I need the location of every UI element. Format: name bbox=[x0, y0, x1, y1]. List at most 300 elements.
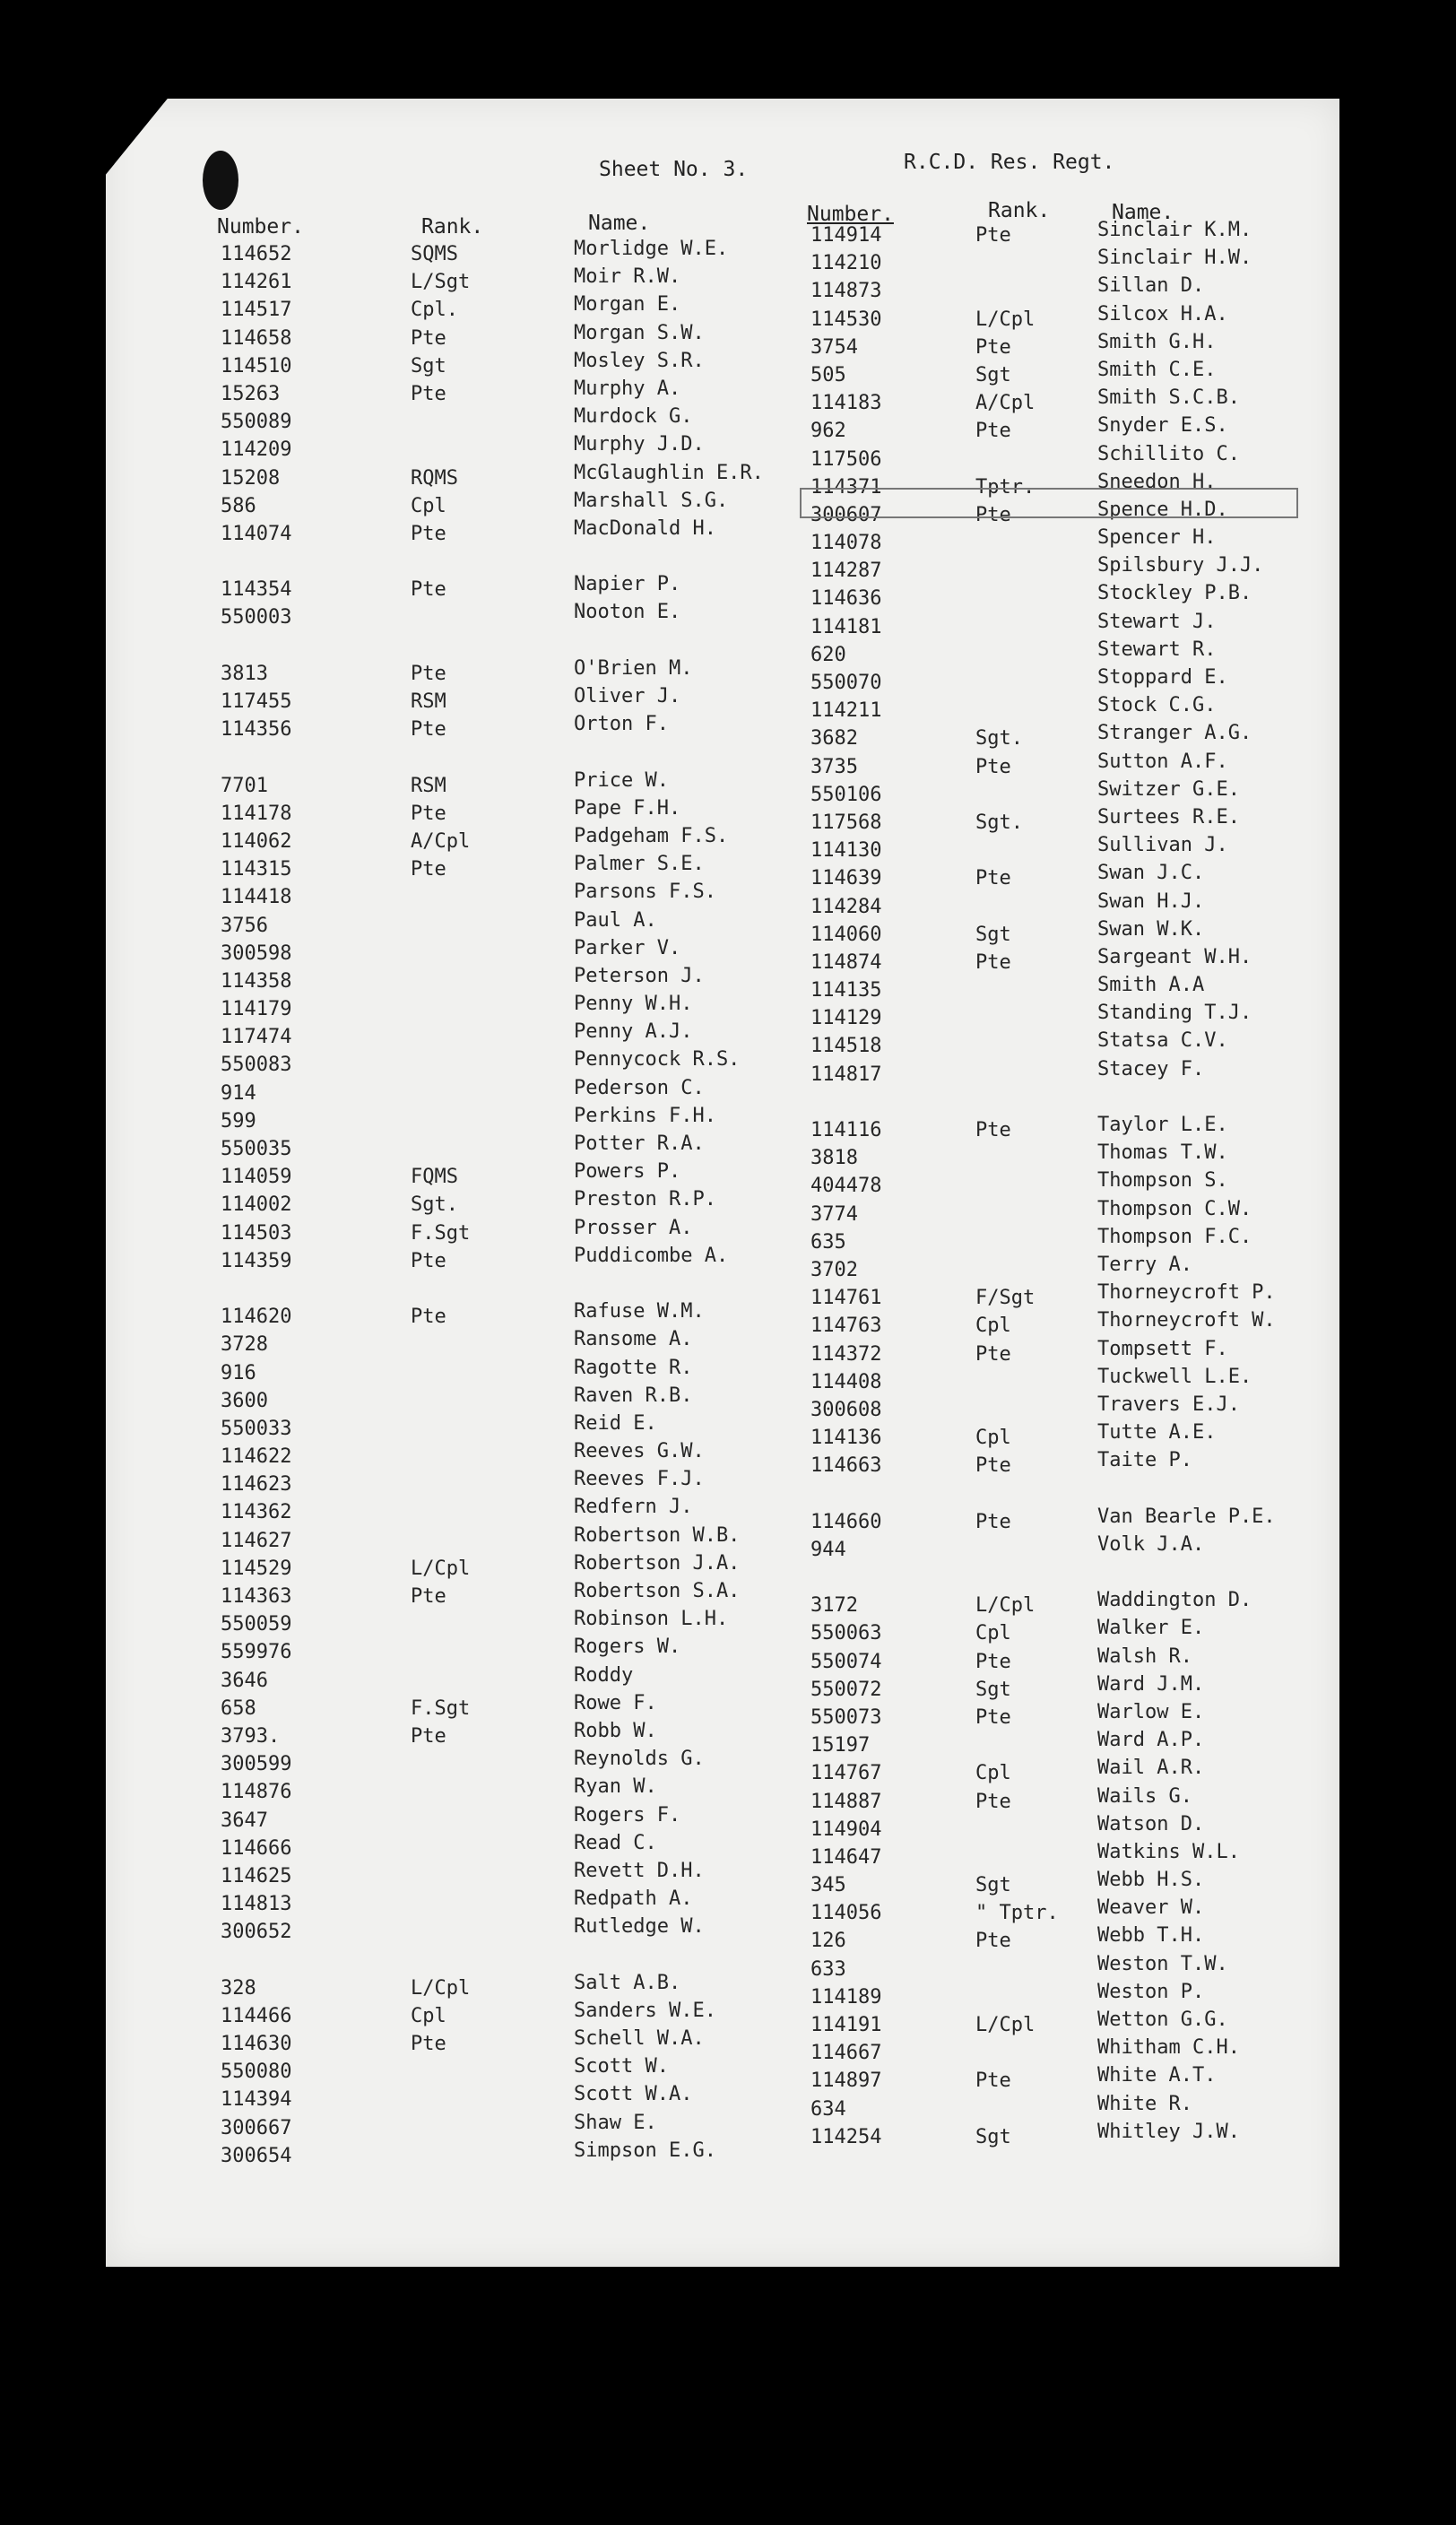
roster-number: 114002 bbox=[221, 1193, 292, 1217]
regiment-title: R.C.D. Res. Regt. bbox=[904, 151, 1115, 174]
roster-number: 550035 bbox=[221, 1138, 292, 1160]
roster-rank bbox=[411, 548, 470, 576]
roster-number: 114363 bbox=[221, 1585, 292, 1608]
roster-name: McGlaughlin E.R. bbox=[574, 461, 764, 484]
roster-rank bbox=[411, 1275, 470, 1303]
roster-rank: Pte bbox=[975, 1930, 1011, 1953]
roster-rank bbox=[411, 1080, 470, 1107]
roster-name: Murphy A. bbox=[574, 377, 681, 400]
roster-rank: Sgt bbox=[975, 1678, 1011, 1701]
roster-name: Thomas T.W. bbox=[1097, 1141, 1228, 1165]
roster-rank bbox=[411, 436, 470, 464]
roster-name: Stranger A.G. bbox=[1097, 722, 1252, 745]
roster-name: Weaver W. bbox=[1097, 1896, 1205, 1920]
roster-name: White A.T. bbox=[1097, 2064, 1217, 2087]
roster-number: 550080 bbox=[221, 2061, 292, 2084]
roster-rank bbox=[411, 1331, 470, 1358]
roster-number: 3702 bbox=[810, 1258, 858, 1281]
roster-name: Rowe F. bbox=[574, 1691, 657, 1714]
roster-rank bbox=[411, 1890, 470, 1918]
roster-number: 300654 bbox=[221, 2144, 292, 2167]
roster-rank: " Tptr. bbox=[975, 1902, 1059, 1925]
punch-hole bbox=[203, 151, 238, 210]
roster-number bbox=[810, 1479, 881, 1507]
roster-rank: Sgt. bbox=[411, 1193, 458, 1217]
roster-number: 7701 bbox=[221, 774, 268, 797]
roster-rank: Sgt bbox=[975, 363, 1011, 386]
roster-name: Robertson J.A. bbox=[574, 1551, 741, 1575]
roster-name: Thorneycroft W. bbox=[1097, 1309, 1276, 1332]
roster-rank bbox=[411, 1023, 470, 1051]
roster-name: Swan J.C. bbox=[1097, 862, 1205, 885]
roster-rank: Pte bbox=[411, 522, 446, 545]
right-number-header: Number. bbox=[807, 203, 894, 226]
roster-number bbox=[221, 743, 291, 771]
roster-number: 404478 bbox=[810, 1175, 882, 1198]
roster-name: Morgan E. bbox=[574, 293, 681, 317]
roster-rank: Pte bbox=[975, 1342, 1011, 1366]
roster-rank: RSM bbox=[411, 690, 446, 713]
roster-number: 114652 bbox=[221, 243, 292, 265]
roster-number: 114418 bbox=[221, 886, 292, 909]
roster-name: Price W. bbox=[574, 768, 669, 792]
roster-name: Statsa C.V. bbox=[1097, 1029, 1228, 1053]
roster-name: Padgeham F.S. bbox=[574, 824, 729, 847]
roster-number: 300608 bbox=[810, 1398, 882, 1421]
roster-rank bbox=[411, 1750, 470, 1778]
roster-rank: Pte bbox=[411, 2033, 446, 2055]
roster-rank bbox=[411, 743, 470, 771]
roster-number: 114130 bbox=[810, 839, 882, 863]
roster-rank: Pte bbox=[975, 950, 1011, 974]
roster-number: 117455 bbox=[221, 690, 292, 713]
roster-name: Travers E.J. bbox=[1097, 1393, 1240, 1416]
roster-number: 3600 bbox=[221, 1389, 268, 1412]
roster-rank: Pte bbox=[975, 1454, 1011, 1478]
roster-name: Tompsett F. bbox=[1097, 1337, 1228, 1360]
roster-name: Weston T.W. bbox=[1097, 1952, 1228, 1975]
roster-name: Palmer S.E. bbox=[574, 853, 705, 876]
roster-rank bbox=[975, 2095, 1059, 2123]
roster-name: Spencer H. bbox=[1097, 526, 1217, 550]
roster-number: 114666 bbox=[221, 1836, 292, 1860]
roster-number: 114914 bbox=[810, 224, 882, 247]
roster-rank: F.Sgt bbox=[411, 1221, 471, 1245]
roster-rank bbox=[411, 2114, 470, 2142]
roster-number: 114371 bbox=[810, 475, 882, 499]
roster-name: Robb W. bbox=[574, 1719, 657, 1742]
roster-rank: Pte bbox=[975, 2069, 1011, 2093]
roster-rank bbox=[411, 1638, 470, 1666]
roster-number bbox=[221, 632, 291, 660]
roster-number: 114062 bbox=[221, 829, 292, 853]
roster-name: Rogers W. bbox=[574, 1636, 681, 1659]
roster-number: 114356 bbox=[221, 718, 292, 742]
roster-name: Reeves G.W. bbox=[574, 1440, 705, 1463]
roster-rank: RSM bbox=[411, 774, 446, 797]
roster-name: Potter R.A. bbox=[574, 1132, 705, 1155]
roster-name: Standing T.J. bbox=[1097, 1002, 1252, 1025]
roster-rank bbox=[411, 883, 470, 911]
roster-name: Smith A.A bbox=[1097, 974, 1205, 997]
roster-name: Rogers F. bbox=[574, 1803, 681, 1827]
roster-rank bbox=[975, 669, 1059, 697]
roster-name: Redpath A. bbox=[574, 1887, 693, 1911]
roster-rank: Pte bbox=[411, 718, 446, 742]
roster-rank bbox=[411, 912, 470, 940]
roster-name: Stewart R. bbox=[1097, 638, 1217, 661]
roster-number: 3793. bbox=[221, 1724, 281, 1748]
roster-name: Rutledge W. bbox=[574, 1915, 705, 1939]
roster-rank: RQMS bbox=[411, 466, 458, 490]
roster-name: Prosser A. bbox=[574, 1216, 693, 1239]
roster-name: Perkins F.H. bbox=[574, 1104, 716, 1127]
roster-rank bbox=[975, 1256, 1059, 1284]
roster-rank: Tptr. bbox=[975, 475, 1036, 499]
roster-number: 114623 bbox=[221, 1473, 292, 1497]
roster-rank bbox=[975, 613, 1059, 641]
roster-number: 15197 bbox=[810, 1734, 871, 1757]
roster-name: Surtees R.E. bbox=[1097, 805, 1240, 829]
roster-number: 15208 bbox=[221, 466, 281, 490]
roster-number: 114116 bbox=[810, 1119, 882, 1141]
roster-name: Walker E. bbox=[1097, 1617, 1205, 1640]
roster-name: Redfern J. bbox=[574, 1496, 693, 1519]
roster-rank bbox=[975, 2039, 1059, 2067]
roster-rank bbox=[975, 1368, 1059, 1396]
roster-rank: A/Cpl bbox=[411, 829, 471, 853]
roster-name: Napier P. bbox=[574, 573, 681, 596]
roster-number: 300599 bbox=[221, 1753, 292, 1776]
roster-number: 114503 bbox=[221, 1221, 292, 1245]
roster-name: Revett D.H. bbox=[574, 1859, 705, 1882]
roster-number: 114359 bbox=[221, 1249, 292, 1272]
roster-rank: Pte bbox=[411, 578, 446, 602]
roster-number: 114287 bbox=[810, 560, 882, 583]
roster-name: Sneedon H. bbox=[1097, 470, 1217, 493]
roster-rank: F.Sgt bbox=[411, 1696, 471, 1720]
roster-name: Spilsbury J.J. bbox=[1097, 554, 1264, 577]
roster-name: Pennycock R.S. bbox=[574, 1048, 741, 1072]
roster-rank: Pte bbox=[411, 1249, 446, 1272]
roster-rank bbox=[411, 1862, 470, 1890]
left-name-header: Name. bbox=[588, 212, 651, 235]
roster-number: 300598 bbox=[221, 941, 292, 965]
roster-number: 114636 bbox=[810, 587, 882, 611]
roster-number: 550106 bbox=[810, 783, 882, 806]
roster-number: 114761 bbox=[810, 1287, 882, 1310]
roster-rank: Sgt bbox=[975, 923, 1011, 946]
roster-rank: L/Sgt bbox=[411, 271, 471, 294]
roster-name: Murphy J.D. bbox=[574, 433, 705, 456]
roster-name: Wail A.R. bbox=[1097, 1757, 1205, 1780]
roster-number: 586 bbox=[221, 494, 256, 517]
roster-number: 114660 bbox=[810, 1510, 882, 1533]
roster-rank bbox=[975, 1956, 1059, 1983]
roster-number: 114625 bbox=[221, 1864, 292, 1887]
roster-name: Salt A.B. bbox=[574, 1971, 681, 1994]
roster-name: Oliver J. bbox=[574, 685, 681, 707]
roster-name: Warlow E. bbox=[1097, 1700, 1205, 1723]
roster-rank: Pte bbox=[975, 1705, 1011, 1729]
roster-name: Morgan S.W. bbox=[574, 321, 705, 344]
roster-name: Snyder E.S. bbox=[1097, 414, 1228, 438]
roster-number: 114189 bbox=[810, 1985, 882, 2009]
roster-name: Reid E. bbox=[574, 1411, 657, 1435]
roster-rank: Pte bbox=[411, 1306, 446, 1329]
roster-number bbox=[221, 1946, 291, 1974]
roster-name: Scott W.A. bbox=[574, 2083, 693, 2106]
roster-number: 962 bbox=[810, 420, 846, 443]
roster-number: 114630 bbox=[221, 2033, 292, 2055]
roster-name: O'Brien M. bbox=[574, 656, 693, 680]
roster-name: Rafuse W.M. bbox=[574, 1300, 705, 1323]
roster-number: 114663 bbox=[810, 1454, 882, 1478]
roster-number: 114179 bbox=[221, 998, 292, 1021]
roster-rank: Pte bbox=[975, 867, 1011, 890]
roster-number: 114183 bbox=[810, 392, 882, 415]
roster-rank: Pte bbox=[411, 1724, 446, 1748]
roster-name: Reynolds G. bbox=[574, 1748, 705, 1771]
roster-number: 114315 bbox=[221, 858, 292, 881]
roster-number: 3756 bbox=[221, 914, 268, 937]
roster-number: 634 bbox=[810, 2097, 846, 2121]
roster-rank bbox=[975, 1396, 1059, 1424]
roster-number: 114873 bbox=[810, 280, 882, 303]
roster-rank: L/Cpl bbox=[975, 1594, 1036, 1618]
roster-rank bbox=[411, 1051, 470, 1079]
roster-number: 550070 bbox=[810, 672, 882, 694]
roster-rank bbox=[411, 603, 470, 631]
roster-number: 3774 bbox=[810, 1202, 858, 1226]
roster-name: Walsh R. bbox=[1097, 1644, 1192, 1668]
roster-number: 114897 bbox=[810, 2069, 882, 2093]
roster-rank bbox=[975, 446, 1059, 473]
roster-number: 3818 bbox=[810, 1147, 858, 1170]
roster-number: 114658 bbox=[221, 326, 292, 350]
roster-number: 114181 bbox=[810, 615, 882, 638]
roster-number: 550033 bbox=[221, 1417, 292, 1440]
roster-rank: Pte bbox=[975, 1650, 1011, 1673]
roster-number: 114136 bbox=[810, 1427, 882, 1450]
roster-name: Ward A.P. bbox=[1097, 1729, 1205, 1752]
roster-name: Moir R.W. bbox=[574, 265, 681, 289]
roster-name: Sinclair H.W. bbox=[1097, 247, 1252, 270]
roster-number: 114639 bbox=[810, 867, 882, 890]
roster-rank bbox=[411, 2086, 470, 2113]
roster-number: 15263 bbox=[221, 382, 281, 405]
roster-rank bbox=[411, 1527, 470, 1555]
roster-rank bbox=[975, 1032, 1059, 1060]
roster-rank bbox=[975, 893, 1059, 921]
roster-name: Powers P. bbox=[574, 1160, 681, 1184]
roster-rank bbox=[411, 940, 470, 967]
roster-name: Orton F. bbox=[574, 713, 669, 736]
roster-number: 114059 bbox=[221, 1166, 292, 1189]
roster-number: 114622 bbox=[221, 1445, 292, 1469]
roster-rank bbox=[411, 2058, 470, 2086]
roster-name: Puddicombe A. bbox=[574, 1244, 729, 1267]
roster-name: Swan W.K. bbox=[1097, 917, 1205, 941]
roster-number: 550083 bbox=[221, 1054, 292, 1077]
roster-name: Stockley P.B. bbox=[1097, 582, 1252, 605]
roster-rank: Sgt. bbox=[975, 811, 1023, 834]
roster-name: Penny W.H. bbox=[574, 993, 693, 1016]
roster-rank: Pte bbox=[975, 1119, 1011, 1141]
roster-rank bbox=[975, 277, 1059, 305]
roster-number: 914 bbox=[221, 1081, 256, 1105]
roster-rank bbox=[411, 1443, 470, 1471]
roster-number: 550063 bbox=[810, 1622, 882, 1645]
roster-rank bbox=[975, 1201, 1059, 1228]
roster-rank bbox=[975, 529, 1059, 557]
roster-rank bbox=[411, 1946, 470, 1974]
roster-name: Schillito C. bbox=[1097, 442, 1240, 465]
roster-number: 114813 bbox=[221, 1893, 292, 1916]
roster-number: 3682 bbox=[810, 727, 858, 751]
roster-number: 114372 bbox=[810, 1342, 882, 1366]
roster-name: Whitley J.W. bbox=[1097, 2120, 1240, 2143]
roster-number: 114767 bbox=[810, 1762, 882, 1785]
right-rank-header: Rank. bbox=[988, 199, 1051, 222]
roster-name: Murdock G. bbox=[574, 405, 693, 429]
roster-name: Stock C.G. bbox=[1097, 694, 1217, 717]
roster-number: 559976 bbox=[221, 1641, 292, 1664]
roster-name: Penny A.J. bbox=[574, 1020, 693, 1044]
roster-name: Whitham C.H. bbox=[1097, 2036, 1240, 2060]
roster-rank: Cpl bbox=[975, 1622, 1011, 1645]
roster-rank bbox=[411, 1807, 470, 1835]
roster-number: 114254 bbox=[810, 2125, 882, 2148]
roster-number bbox=[221, 1275, 291, 1303]
roster-name bbox=[1097, 1558, 1276, 1586]
roster-rank: Cpl bbox=[411, 494, 446, 517]
roster-rank: Cpl. bbox=[411, 299, 458, 322]
roster-number: 114874 bbox=[810, 950, 882, 974]
roster-name: Schell W.A. bbox=[574, 2027, 705, 2050]
roster-rank: Sgt bbox=[975, 2125, 1011, 2148]
roster-rank bbox=[975, 585, 1059, 612]
roster-rank: Pte bbox=[975, 1510, 1011, 1533]
roster-name: Thompson S. bbox=[1097, 1169, 1228, 1193]
roster-rank bbox=[411, 1415, 470, 1443]
roster-name: Mosley S.R. bbox=[574, 349, 705, 372]
roster-number: 550059 bbox=[221, 1613, 292, 1636]
boxed-entry-marker bbox=[800, 488, 1298, 518]
roster-rank bbox=[411, 995, 470, 1023]
roster-rank: Cpl bbox=[411, 2004, 446, 2027]
roster-name: Switzer G.E. bbox=[1097, 777, 1240, 801]
roster-rank bbox=[975, 697, 1059, 725]
roster-name bbox=[1097, 1474, 1276, 1502]
roster-name: Webb H.S. bbox=[1097, 1869, 1205, 1892]
roster-number: 114060 bbox=[810, 923, 882, 946]
roster-rank bbox=[411, 632, 470, 660]
roster-name: Spence H.D. bbox=[1097, 498, 1228, 521]
roster-number: 114510 bbox=[221, 354, 292, 377]
roster-number: 114517 bbox=[221, 299, 292, 322]
roster-number: 114056 bbox=[810, 1902, 882, 1925]
roster-rank bbox=[975, 1479, 1059, 1507]
roster-name: Thompson C.W. bbox=[1097, 1197, 1252, 1220]
roster-rank: L/Cpl bbox=[975, 308, 1036, 331]
roster-number: 114362 bbox=[221, 1501, 292, 1524]
roster-rank: Cpl bbox=[975, 1427, 1011, 1450]
roster-rank: Cpl bbox=[975, 1315, 1011, 1338]
roster-number: 3728 bbox=[221, 1333, 268, 1357]
roster-name: Sargeant W.H. bbox=[1097, 945, 1252, 968]
roster-rank: Pte bbox=[975, 335, 1011, 359]
roster-name: Swan H.J. bbox=[1097, 889, 1205, 913]
roster-rank bbox=[411, 1835, 470, 1862]
roster-name: Wails G. bbox=[1097, 1784, 1192, 1808]
roster-number: 3754 bbox=[810, 335, 858, 359]
roster-name: Sinclair K.M. bbox=[1097, 219, 1252, 241]
roster-rank bbox=[975, 1844, 1059, 1871]
roster-name: Smith S.C.B. bbox=[1097, 386, 1240, 410]
right-name-header: Name. bbox=[1112, 201, 1174, 224]
roster-rank: Sgt bbox=[975, 1874, 1011, 1897]
roster-rank bbox=[411, 1107, 470, 1135]
roster-name bbox=[574, 1940, 764, 1968]
roster-number: 114887 bbox=[810, 1790, 882, 1813]
roster-rank: Pte bbox=[411, 1585, 446, 1608]
roster-rank: L/Cpl bbox=[975, 2014, 1036, 2036]
roster-name: Robinson L.H. bbox=[574, 1608, 729, 1631]
roster-name: White R. bbox=[1097, 2092, 1192, 2115]
roster-name: Morlidge W.E. bbox=[574, 238, 729, 260]
sheet-number: Sheet No. 3. bbox=[599, 158, 749, 181]
roster-name: Peterson J. bbox=[574, 964, 705, 987]
roster-name: Weston P. bbox=[1097, 1980, 1205, 2003]
roster-number: 3646 bbox=[221, 1669, 268, 1692]
roster-name: Smith G.H. bbox=[1097, 330, 1217, 353]
roster-number: 3172 bbox=[810, 1594, 858, 1618]
roster-name: Taylor L.E. bbox=[1097, 1114, 1228, 1136]
roster-name: Roddy bbox=[574, 1663, 634, 1687]
roster-number: 114627 bbox=[221, 1529, 292, 1552]
roster-number: 300667 bbox=[221, 2116, 292, 2139]
roster-number: 114408 bbox=[810, 1370, 882, 1393]
roster-rank: Pte bbox=[975, 503, 1011, 526]
roster-number: 114129 bbox=[810, 1007, 882, 1030]
roster-name: Thorneycroft P. bbox=[1097, 1281, 1276, 1305]
roster-rank bbox=[411, 1918, 470, 1946]
roster-name: Parsons F.S. bbox=[574, 881, 716, 904]
roster-rank bbox=[411, 408, 470, 436]
roster-rank: A/Cpl bbox=[975, 392, 1036, 415]
roster-name: Sullivan J. bbox=[1097, 834, 1228, 857]
roster-rank: Pte bbox=[411, 382, 446, 405]
roster-name: Pape F.H. bbox=[574, 796, 681, 820]
roster-name: Robertson W.B. bbox=[574, 1523, 741, 1547]
roster-rank bbox=[411, 1498, 470, 1526]
roster-number: 633 bbox=[810, 1957, 846, 1981]
left-rank-column bbox=[411, 240, 470, 2170]
left-number-header: Number. bbox=[217, 215, 304, 239]
roster-rank bbox=[975, 1983, 1059, 2011]
roster-number: 114518 bbox=[810, 1035, 882, 1058]
roster-rank: Pte bbox=[411, 858, 446, 881]
roster-name: Paul A. bbox=[574, 908, 657, 932]
roster-number: 114876 bbox=[221, 1781, 292, 1804]
roster-name: Nooton E. bbox=[574, 601, 681, 624]
roster-rank bbox=[975, 781, 1059, 809]
roster-name: Volk J.A. bbox=[1097, 1532, 1205, 1556]
roster-number: 114191 bbox=[810, 2014, 882, 2036]
roster-rank bbox=[975, 1816, 1059, 1844]
roster-number: 550089 bbox=[221, 411, 292, 434]
